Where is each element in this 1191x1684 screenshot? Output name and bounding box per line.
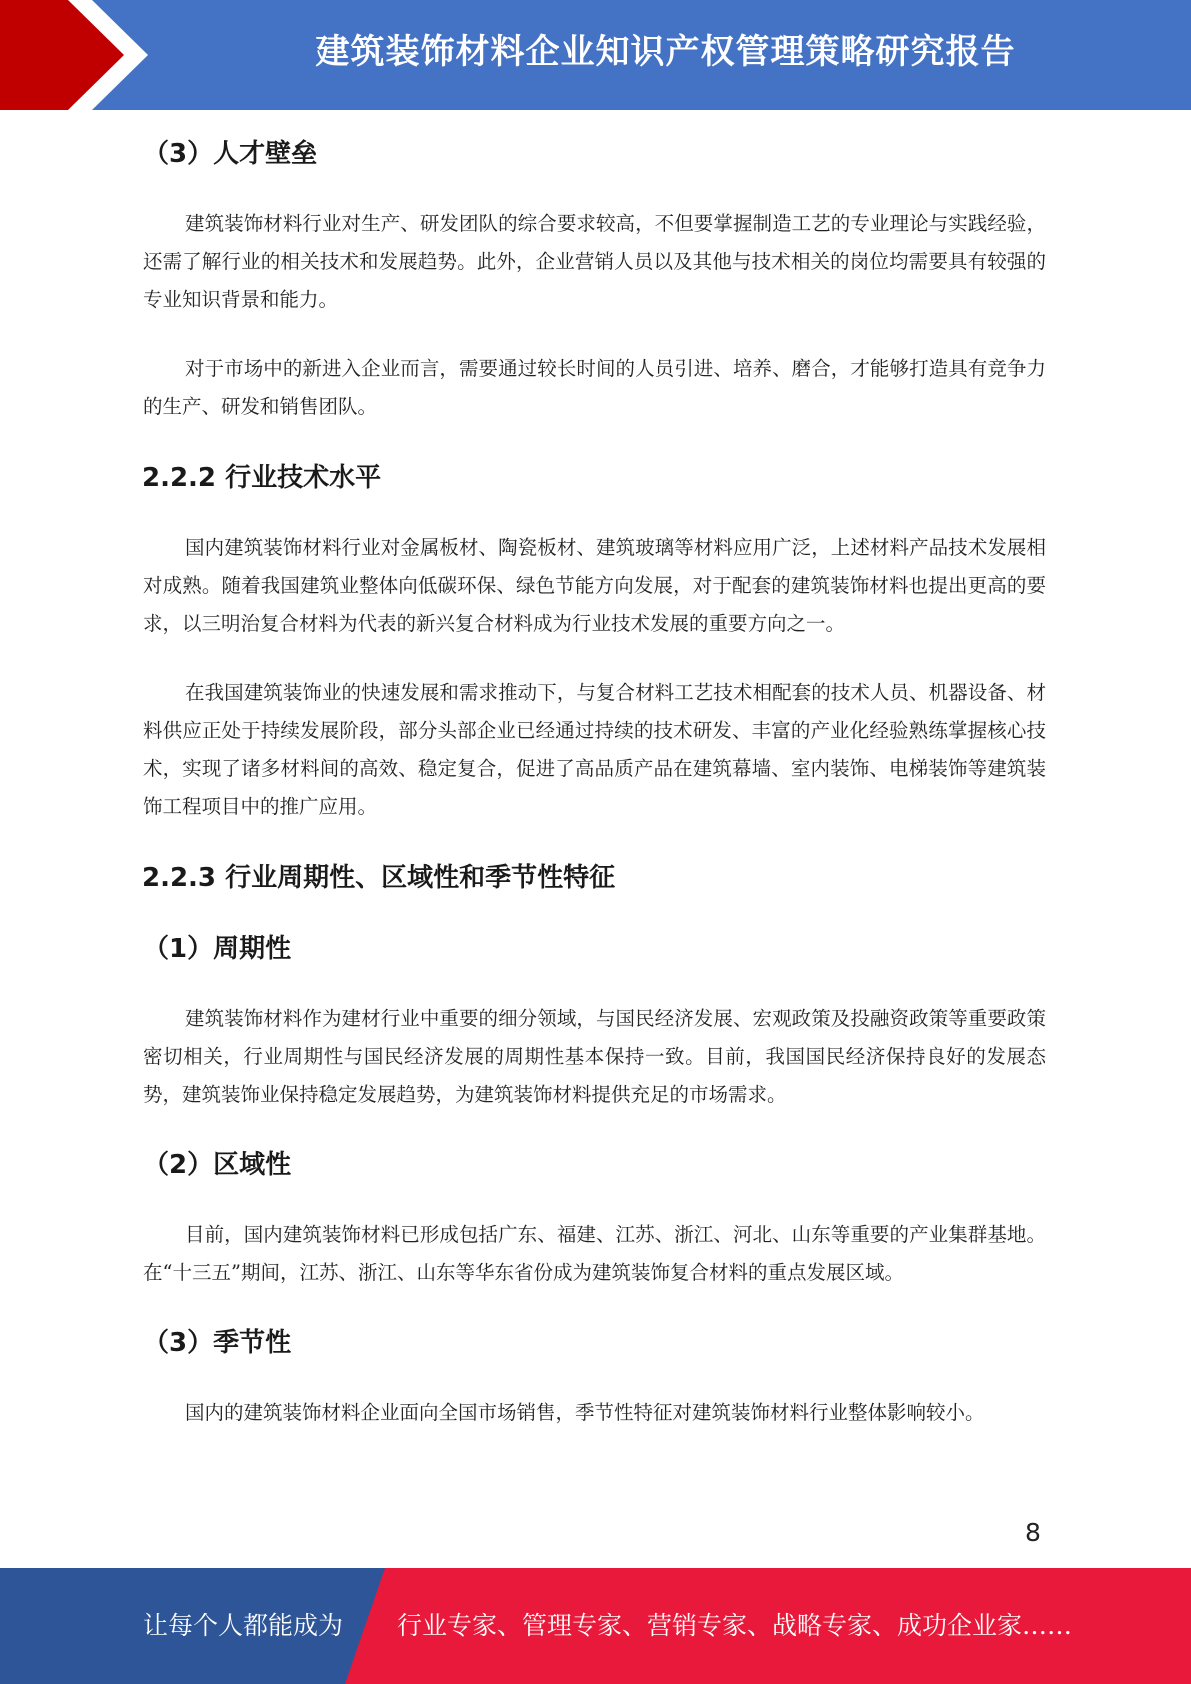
footer-slogan-left: 让每个人都能成为 bbox=[143, 1611, 344, 1640]
paragraph-seasonal: 国内的建筑装饰材料企业面向全国市场销售，季节性特征对建筑装饰材料行业整体影响较小。 bbox=[185, 1401, 985, 1424]
heading-cyclical: （1）周期性 bbox=[143, 934, 292, 964]
paragraph-tech-2: 在我国建筑装饰业的快速发展和需求推动下，与复合材料工艺技术相配套的技术人员、机器设备、材料供应正处于持续发展阶段，部分头部企业已经通过持续的技术研发、丰富的产业化经验熟练掌握核心技术，实现了诸多材料间的高效、稳定复合，促进了高品质产品在建筑幕墙、室内装饰、电梯装饰等建筑装饰工程项目中的推广应用。 bbox=[143, 681, 1046, 818]
header-banner bbox=[0, 0, 1191, 110]
heading-seasonal: （3）季节性 bbox=[143, 1328, 292, 1358]
heading-regional: （2）区域性 bbox=[143, 1150, 292, 1180]
paragraph-regional: 目前，国内建筑装饰材料已形成包括广东、福建、江苏、浙江、河北、山东等重要的产业集群基地。在“十三五”期间，江苏、浙江、山东等华东省份成为建筑装饰复合材料的重点发展区域。 bbox=[143, 1223, 1046, 1284]
paragraph-talent-2: 对于市场中的新进入企业而言，需要通过较长时间的人员引进、培养、磨合，才能够打造具有竞争力的生产、研发和销售团队。 bbox=[143, 357, 1046, 418]
page-number: 8 bbox=[1025, 1518, 1041, 1547]
paragraph-tech-1: 国内建筑装饰材料行业对金属板材、陶瓷板材、建筑玻璃等材料应用广泛，上述材料产品技术发展相对成熟。随着我国建筑业整体向低碳环保、绿色节能方向发展，对于配套的建筑装饰材料也提出更高的要求，以三明治复合材料为代表的新兴复合材料成为行业技术发展的重要方向之一。 bbox=[143, 536, 1046, 635]
heading-talent-barrier: （3）人才壁垒 bbox=[143, 139, 318, 169]
report-title: 建筑装饰材料企业知识产权管理策略研究报告 bbox=[315, 32, 1016, 72]
header-arrow-decoration bbox=[0, 0, 160, 110]
footer-slogan-right: 行业专家、管理专家、营销专家、战略专家、成功企业家…… bbox=[397, 1611, 1073, 1640]
paragraph-talent-1: 建筑装饰材料行业对生产、研发团队的综合要求较高，不但要掌握制造工艺的专业理论与实践经验，还需了解行业的相关技术和发展趋势。此外，企业营销人员以及其他与技术相关的岗位均需要具有较强的专业知识背景和能力。 bbox=[143, 212, 1046, 311]
heading-characteristics: 2.2.3 行业周期性、区域性和季节性特征 bbox=[142, 863, 616, 893]
paragraph-cyclical: 建筑装饰材料作为建材行业中重要的细分领域，与国民经济发展、宏观政策及投融资政策等重要政策密切相关，行业周期性与国民经济发展的周期性基本保持一致。目前，我国国民经济保持良好的发展态势，建筑装饰业保持稳定发展趋势，为建筑装饰材料提供充足的市场需求。 bbox=[143, 1007, 1046, 1106]
heading-tech-level: 2.2.2 行业技术水平 bbox=[142, 463, 382, 493]
footer-banner bbox=[0, 1568, 1191, 1684]
